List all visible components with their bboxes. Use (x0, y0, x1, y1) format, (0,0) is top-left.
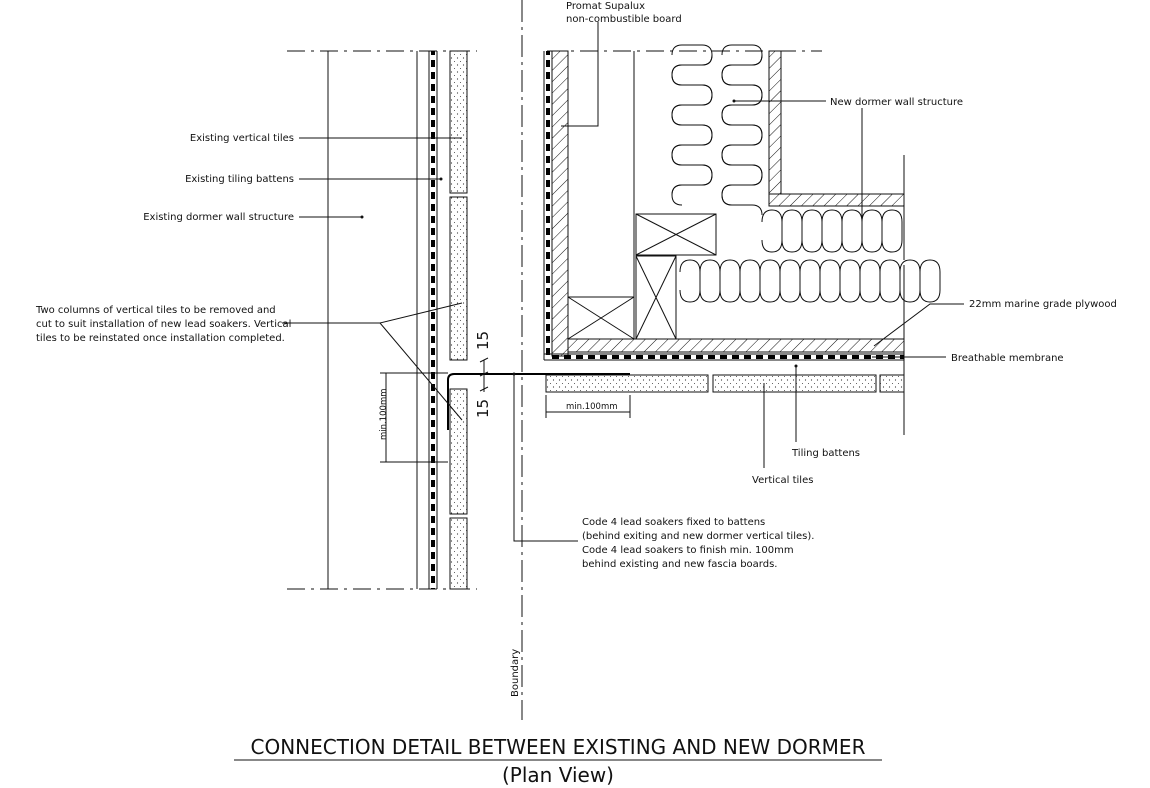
dot-new-dormer-wall (733, 100, 736, 103)
drawing-subtitle: (Plan View) (502, 763, 614, 787)
dim-15-bottom: 15 (474, 398, 492, 418)
promat-board-top-right (769, 51, 781, 194)
label-two-columns-line1: Two columns of vertical tiles to be removed and (36, 305, 276, 316)
insulation-horizontal-lower (680, 260, 940, 302)
dot-existing-tiling-battens (440, 178, 443, 181)
label-existing-vertical-tiles: Existing vertical tiles (189, 133, 294, 144)
drawing-title: CONNECTION DETAIL BETWEEN EXISTING AND NEW DORMER (250, 735, 866, 759)
label-existing-tiling-battens: Existing tiling battens (185, 174, 294, 185)
dim-min100-horizontal-text: min.100mm (566, 402, 618, 412)
existing-vertical-tiles (450, 51, 467, 589)
plywood-horizontal (568, 339, 904, 352)
insulation-vertical-column-2 (722, 45, 762, 215)
insulation-horizontal-upper (762, 210, 902, 252)
label-new-dormer-wall: New dormer wall structure (830, 97, 963, 108)
promat-board-vertical (552, 51, 568, 356)
insulation-vertical-column-1 (672, 45, 712, 205)
new-dormer-batten-strip (546, 51, 550, 356)
dim-min100-vertical (380, 373, 448, 462)
new-vertical-tiles (546, 375, 904, 392)
label-plywood: 22mm marine grade plywood (969, 299, 1117, 310)
dot-lead-soakers (513, 373, 516, 376)
label-breathable-membrane: Breathable membrane (951, 353, 1064, 364)
timber-stud-1 (568, 297, 634, 339)
promat-board-horizontal-upper (769, 194, 904, 206)
label-vertical-tiles: Vertical tiles (752, 475, 814, 486)
label-soakers-line2: (behind exiting and new dormer vertical tiles). (582, 531, 815, 542)
existing-batten-strip (431, 51, 435, 589)
batten-strip-horizontal (550, 355, 904, 359)
label-two-columns-line2: cut to suit installation of new lead soakers. Vertical (36, 319, 292, 330)
label-promat-line1: Promat Supalux (566, 1, 646, 12)
label-soakers-line4: behind existing and new fascia boards. (582, 559, 778, 570)
dot-tiling-battens (795, 365, 798, 368)
timber-stud-3 (636, 214, 716, 255)
boundary-label: Boundary (510, 648, 521, 697)
label-soakers-line3: Code 4 lead soakers to finish min. 100mm (582, 545, 794, 556)
timber-stud-2 (636, 256, 676, 339)
dot-existing-dormer-wall (361, 216, 364, 219)
label-promat-line2: non-combustible board (566, 14, 682, 25)
label-soakers-line1: Code 4 lead soakers fixed to battens (582, 517, 766, 528)
dim-min100-vertical-text: min.100mm (379, 388, 389, 440)
label-two-columns-line3: tiles to be reinstated once installation completed. (36, 333, 285, 344)
label-tiling-battens: Tiling battens (792, 448, 861, 459)
dim-15-top: 15 (474, 330, 492, 350)
label-existing-dormer-wall: Existing dormer wall structure (143, 212, 294, 223)
